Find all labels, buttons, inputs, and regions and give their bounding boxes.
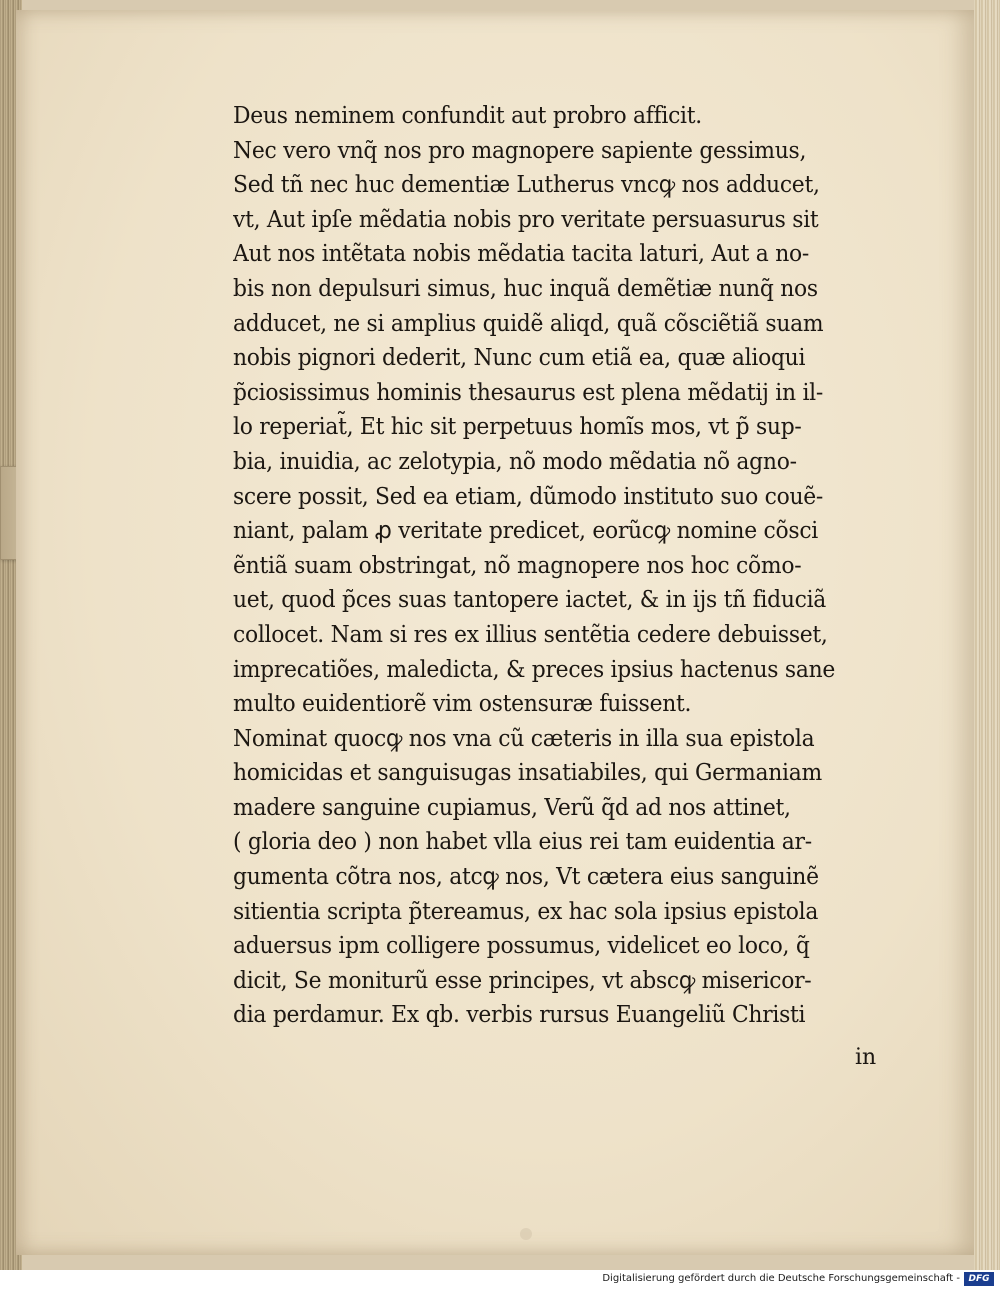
- text-line: vt, Aut ipſe mẽdatia nobis pro veritate persuasurus sit: [233, 204, 819, 233]
- text-line: p̃ciosissimus hominis thesaurus est plena mẽdatij in il-: [233, 377, 823, 406]
- text-line: gumenta cõtra nos, atcꝙ nos, Vt cætera eius sanguinẽ: [233, 862, 819, 891]
- page-text-block: [233, 98, 893, 1032]
- text-line: niant, palam ꝓ veritate predicet, eorũcꝙ nomine cõsci: [233, 516, 819, 545]
- text-line: Nominat quocꝙ nos vna cũ cæteris in illa sua epistola: [233, 723, 815, 752]
- catchword: in: [855, 1045, 877, 1070]
- text-line: lo reperiat̃, Et hic sit perpetuus homĩs mos, vt p̃ sup-: [233, 412, 802, 441]
- paper-stain: [520, 1228, 532, 1240]
- text-line: dia perdamur. Ex qb. verbis rursus Euangeliũ Christi: [233, 1000, 806, 1029]
- text-line: bis non depulsuri simus, huc inquã demẽtiæ nunq̃ nos: [233, 273, 818, 302]
- text-line: adducet, ne si amplius quidẽ aliqd, quã cõsciẽtiã suam: [233, 308, 824, 337]
- text-line: nobis pignori dederit, Nunc cum etiã ea, quæ alioqui: [233, 343, 806, 372]
- text-line: Nec vero vnq̃ nos pro magnopere sapiente gessimus,: [233, 135, 807, 164]
- text-line: Sed tñ nec huc dementiæ Lutherus vncꝙ nos adducet,: [233, 170, 820, 199]
- dfg-logo: DFG: [964, 1272, 994, 1286]
- text-line: Deus neminem confundit aut probro afficit.: [233, 101, 702, 129]
- text-line: sitientia scripta p̃tereamus, ex hac sola ipsius epistola: [233, 896, 819, 925]
- text-line: aduersus ipm colligere possumus, videlicet eo loco, q̃: [233, 931, 810, 960]
- text-line: imprecatiões, maledicta, & preces ipsius hactenus sane: [233, 654, 836, 683]
- text-line: homicidas et sanguisugas insatiabiles, qui Germaniam: [233, 758, 822, 787]
- text-line: multo euidentiorẽ vim ostensuræ fuissent.: [233, 689, 692, 718]
- footer-credit: Digitalisierung gefördert durch die Deutsche Forschungsgemeinschaft -: [602, 1273, 960, 1284]
- text-line: Aut nos intẽtata nobis mẽdatia tacita laturi, Aut a no-: [233, 239, 809, 268]
- text-line: bia, inuidia, ac zelotypia, nõ modo mẽdatia nõ agno-: [233, 446, 797, 475]
- text-line: uet, quod p̃ces suas tantopere iactet, & in ijs tñ fiduciã: [233, 585, 827, 614]
- text-line: scere possit, Sed ea etiam, dũmodo instituto suo couẽ-: [233, 481, 824, 510]
- book-right-edge: [974, 0, 1000, 1270]
- text-line: dicit, Se moniturũ esse principes, vt abscꝙ misericor-: [233, 965, 812, 994]
- text-line: collocet. Nam si res ex illius sentẽtia cedere debuisset,: [233, 619, 828, 648]
- text-line: madere sanguine cupiamus, Verũ q̃d ad nos attinet,: [233, 792, 791, 821]
- text-line: ( gloria deo ) non habet vlla eius rei tam euidentia ar-: [233, 827, 812, 856]
- footer-bar: [0, 1270, 1000, 1290]
- text-line: ẽntiã suam obstringat, nõ magnopere nos hoc cõmo-: [233, 550, 802, 579]
